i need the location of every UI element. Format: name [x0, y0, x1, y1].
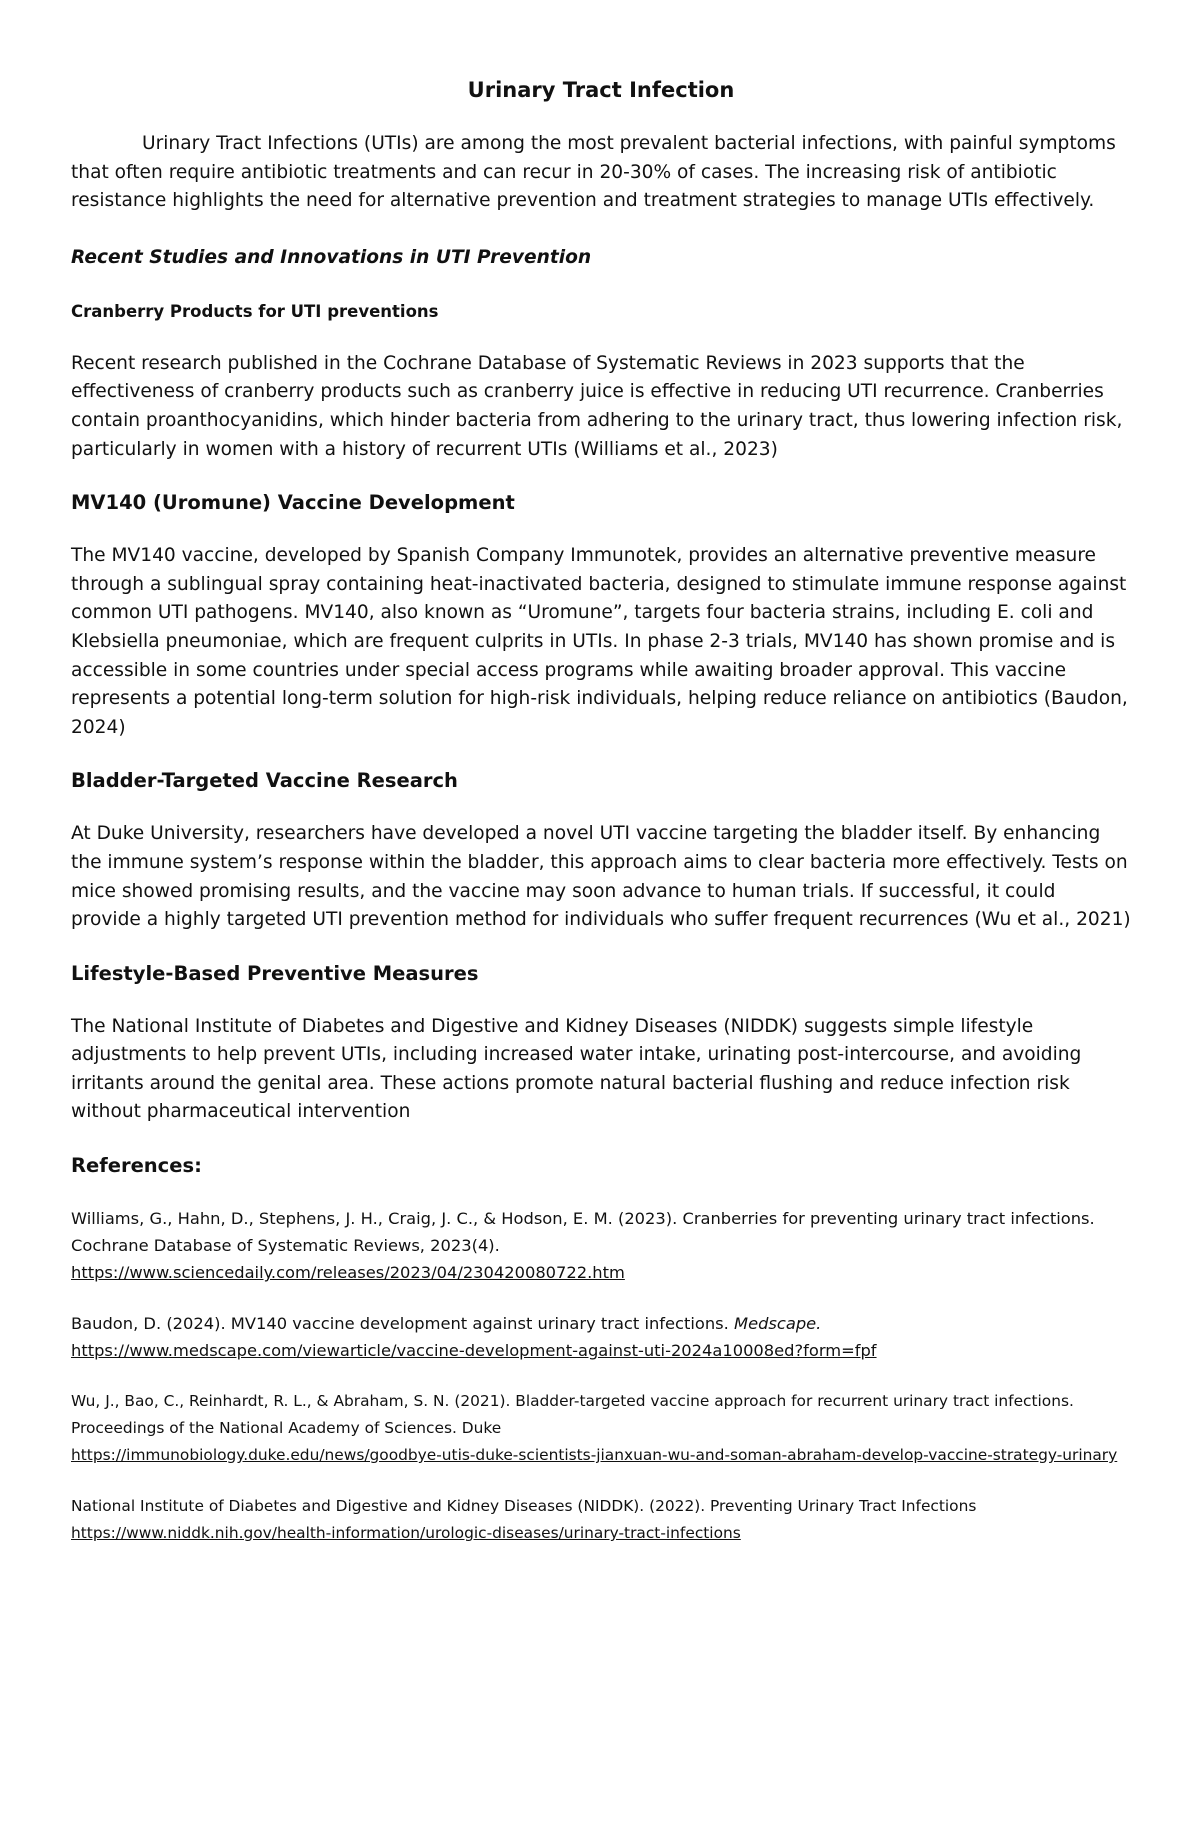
- spacer: [71, 464, 1131, 488]
- document-content: [71, 76, 1131, 1547]
- mv140-paragraph: The MV140 vaccine, developed by Spanish Company Immunotek, provides an alternative preventive measure through a sublingual spray containing heat-inactivated bacteria, designed to stimulate immune response against common UTI pathogens. MV140, also known as “Uromune”, targets four bacteria strains, including E. coli and Klebsiella pneumoniae, which are frequent culprits in UTIs. In phase 2-3 trials, MV140 has shown promise and is accessible in some countries under special access programs while awaiting broader approval. This vaccine represents a potential long-term solution for high-risk individuals, helping reduce reliance on antibiotics (Baudon, 2024): [71, 545, 1128, 738]
- document-title: Urinary Tract Infection: [467, 78, 735, 102]
- bladder-paragraph: At Duke University, researchers have developed a novel UTI vaccine targeting the bladder itself. By enhancing the immune system’s response within the bladder, this approach aims to clear bacteria more effectively. Tests on mice showed promising results, and the vaccine may soon advance to human trials. If successful, it could provide a highly targeted UTI prevention method for individuals who suffer frequent recurrences (Wu et al., 2021): [71, 823, 1131, 931]
- reference-item: [71, 1205, 1131, 1286]
- spacer: [71, 326, 1131, 350]
- reference-text: National Institute of Diabetes and Digestive and Kidney Diseases (NIDDK). (2022). Preventing Urinary Tract Infections: [71, 1497, 977, 1516]
- section-heading: Recent Studies and Innovations in UTI Prevention: [71, 246, 592, 268]
- reference-link[interactable]: https://www.niddk.nih.gov/health-information/urologic-diseases/urinary-tract-infections: [71, 1524, 741, 1543]
- reference-link[interactable]: https://www.medscape.com/viewarticle/vaccine-development-against-uti-2024a10008ed?form=fpf: [71, 1341, 877, 1361]
- reference-item: [71, 1388, 1131, 1469]
- spacer: [71, 742, 1131, 766]
- spacer: [71, 1364, 1131, 1388]
- spacer: [71, 796, 1131, 820]
- reference-text: [71, 1310, 1131, 1337]
- intro-paragraph: Urinary Tract Infections (UTIs) are among the most prevalent bacterial infections, with painful symptoms that often require antibiotic treatments and can recur in 20-30% of cases. The increasing risk of antibiotic resistance highlights the need for alternative prevention and treatment strategies to manage UTIs effectively.: [71, 133, 1116, 212]
- reference-text: Wu, J., Bao, C., Reinhardt, R. L., & Abraham, S. N. (2021). Bladder-targeted vaccine approach for recurrent urinary tract infections. Proceedings of the National Academy of Sciences. Duke: [71, 1392, 1074, 1438]
- spacer: [71, 989, 1131, 1013]
- reference-link[interactable]: https://www.sciencedaily.com/releases/2023/04/230420080722.htm: [71, 1263, 625, 1283]
- spacer: [71, 1181, 1131, 1205]
- spacer: [71, 1469, 1131, 1493]
- cranberry-heading: Cranberry Products for UTI preventions: [71, 301, 439, 321]
- reference-journal: Medscape.: [734, 1314, 822, 1334]
- lifestyle-paragraph: The National Institute of Diabetes and Digestive and Kidney Diseases (NIDDK) suggests simple lifestyle adjustments to help prevent UTIs, including increased water intake, urinating post-intercourse, and avoiding irritants around the genital area. These actions promote natural bacterial flushing and reduce infection risk without pharmaceutical intervention: [71, 1015, 1082, 1123]
- spacer: [71, 1286, 1131, 1310]
- bladder-heading: Bladder-Targeted Vaccine Research: [71, 769, 458, 793]
- lifestyle-heading: Lifestyle-Based Preventive Measures: [71, 961, 479, 985]
- reference-item: [71, 1493, 1131, 1547]
- reference-text: Williams, G., Hahn, D., Stephens, J. H., Craig, J. C., & Hodson, E. M. (2023). Cranberries for preventing urinary tract infections. Cochrane Database of Systematic Reviews, 2023(4).: [71, 1209, 1095, 1256]
- spacer: [71, 1127, 1131, 1151]
- reference-item: [71, 1310, 1131, 1364]
- references-heading: References:: [71, 1154, 202, 1178]
- spacer: [71, 518, 1131, 542]
- spacer: [71, 935, 1131, 959]
- cranberry-paragraph: Recent research published in the Cochrane Database of Systematic Reviews in 2023 supports that the effectiveness of cranberry products such as cranberry juice is effective in reducing UTI recurrence. Cranberries contain proanthocyanidins, which hinder bacteria from adhering to the urinary tract, thus lowering infection risk, particularly in women with a history of recurrent UTIs (Williams et al., 2023): [71, 352, 1123, 460]
- mv140-heading: MV140 (Uromune) Vaccine Development: [71, 491, 515, 515]
- reference-link[interactable]: https://immunobiology.duke.edu/news/goodbye-utis-duke-scientists-jianxuan-wu-and-soman-abraham-develop-vaccine-strategy-urinary: [71, 1446, 1118, 1465]
- reference-text-part: Baudon, D. (2024). MV140 vaccine development against urinary tract infections.: [71, 1314, 735, 1334]
